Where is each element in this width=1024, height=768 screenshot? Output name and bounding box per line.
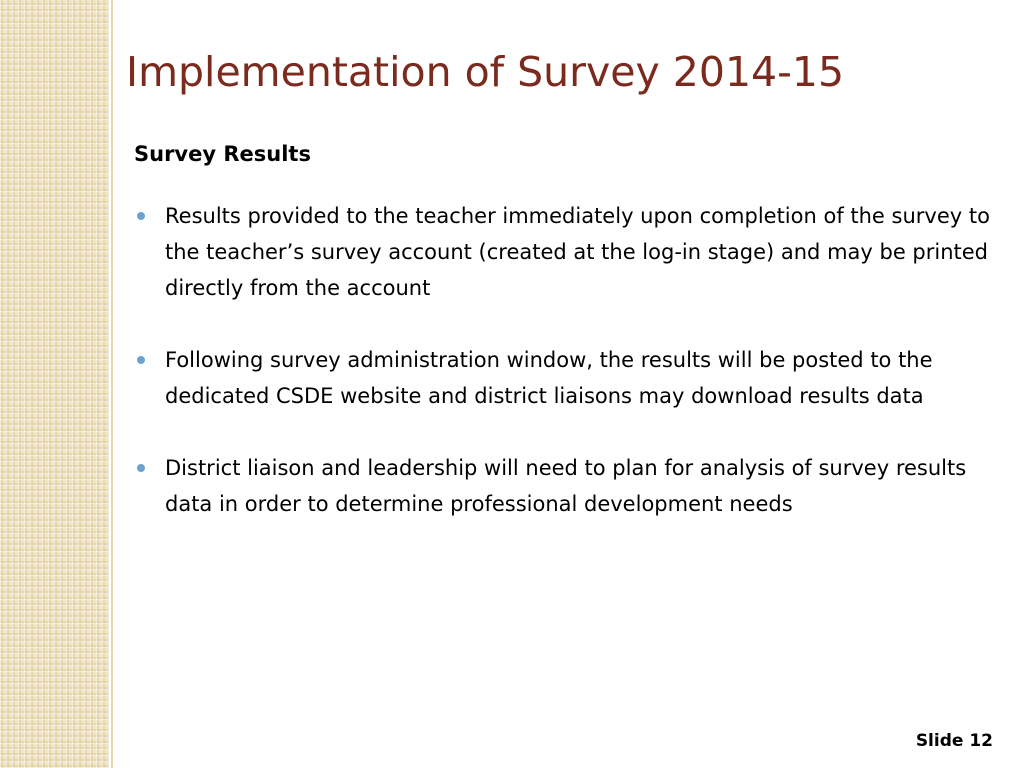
bullet-dot-icon <box>137 212 145 220</box>
section-heading: Survey Results <box>134 142 311 166</box>
bullet-list <box>134 198 1004 522</box>
bullet-dot-icon <box>137 356 145 364</box>
bullet-text: Following survey administration window, the results will be posted to the dedicated CSDE website and district liaisons may download results data <box>165 348 933 408</box>
decorative-side-strip <box>0 0 109 768</box>
slide-content <box>134 140 1004 558</box>
bullet-item <box>134 342 1004 414</box>
side-strip-divider <box>111 0 113 768</box>
bullet-text: District liaison and leadership will need to plan for analysis of survey results data in order to determine professional development needs <box>165 456 967 516</box>
slide-number: Slide 12 <box>915 731 993 751</box>
bullet-text: Results provided to the teacher immediately upon completion of the survey to the teacher’s survey account (created at the log-in stage) and may be printed directly from the account <box>165 204 990 300</box>
bullet-dot-icon <box>137 464 145 472</box>
bullet-item <box>134 450 1004 522</box>
bullet-item <box>134 198 1004 306</box>
slide-title: Implementation of Survey 2014-15 <box>126 48 845 96</box>
